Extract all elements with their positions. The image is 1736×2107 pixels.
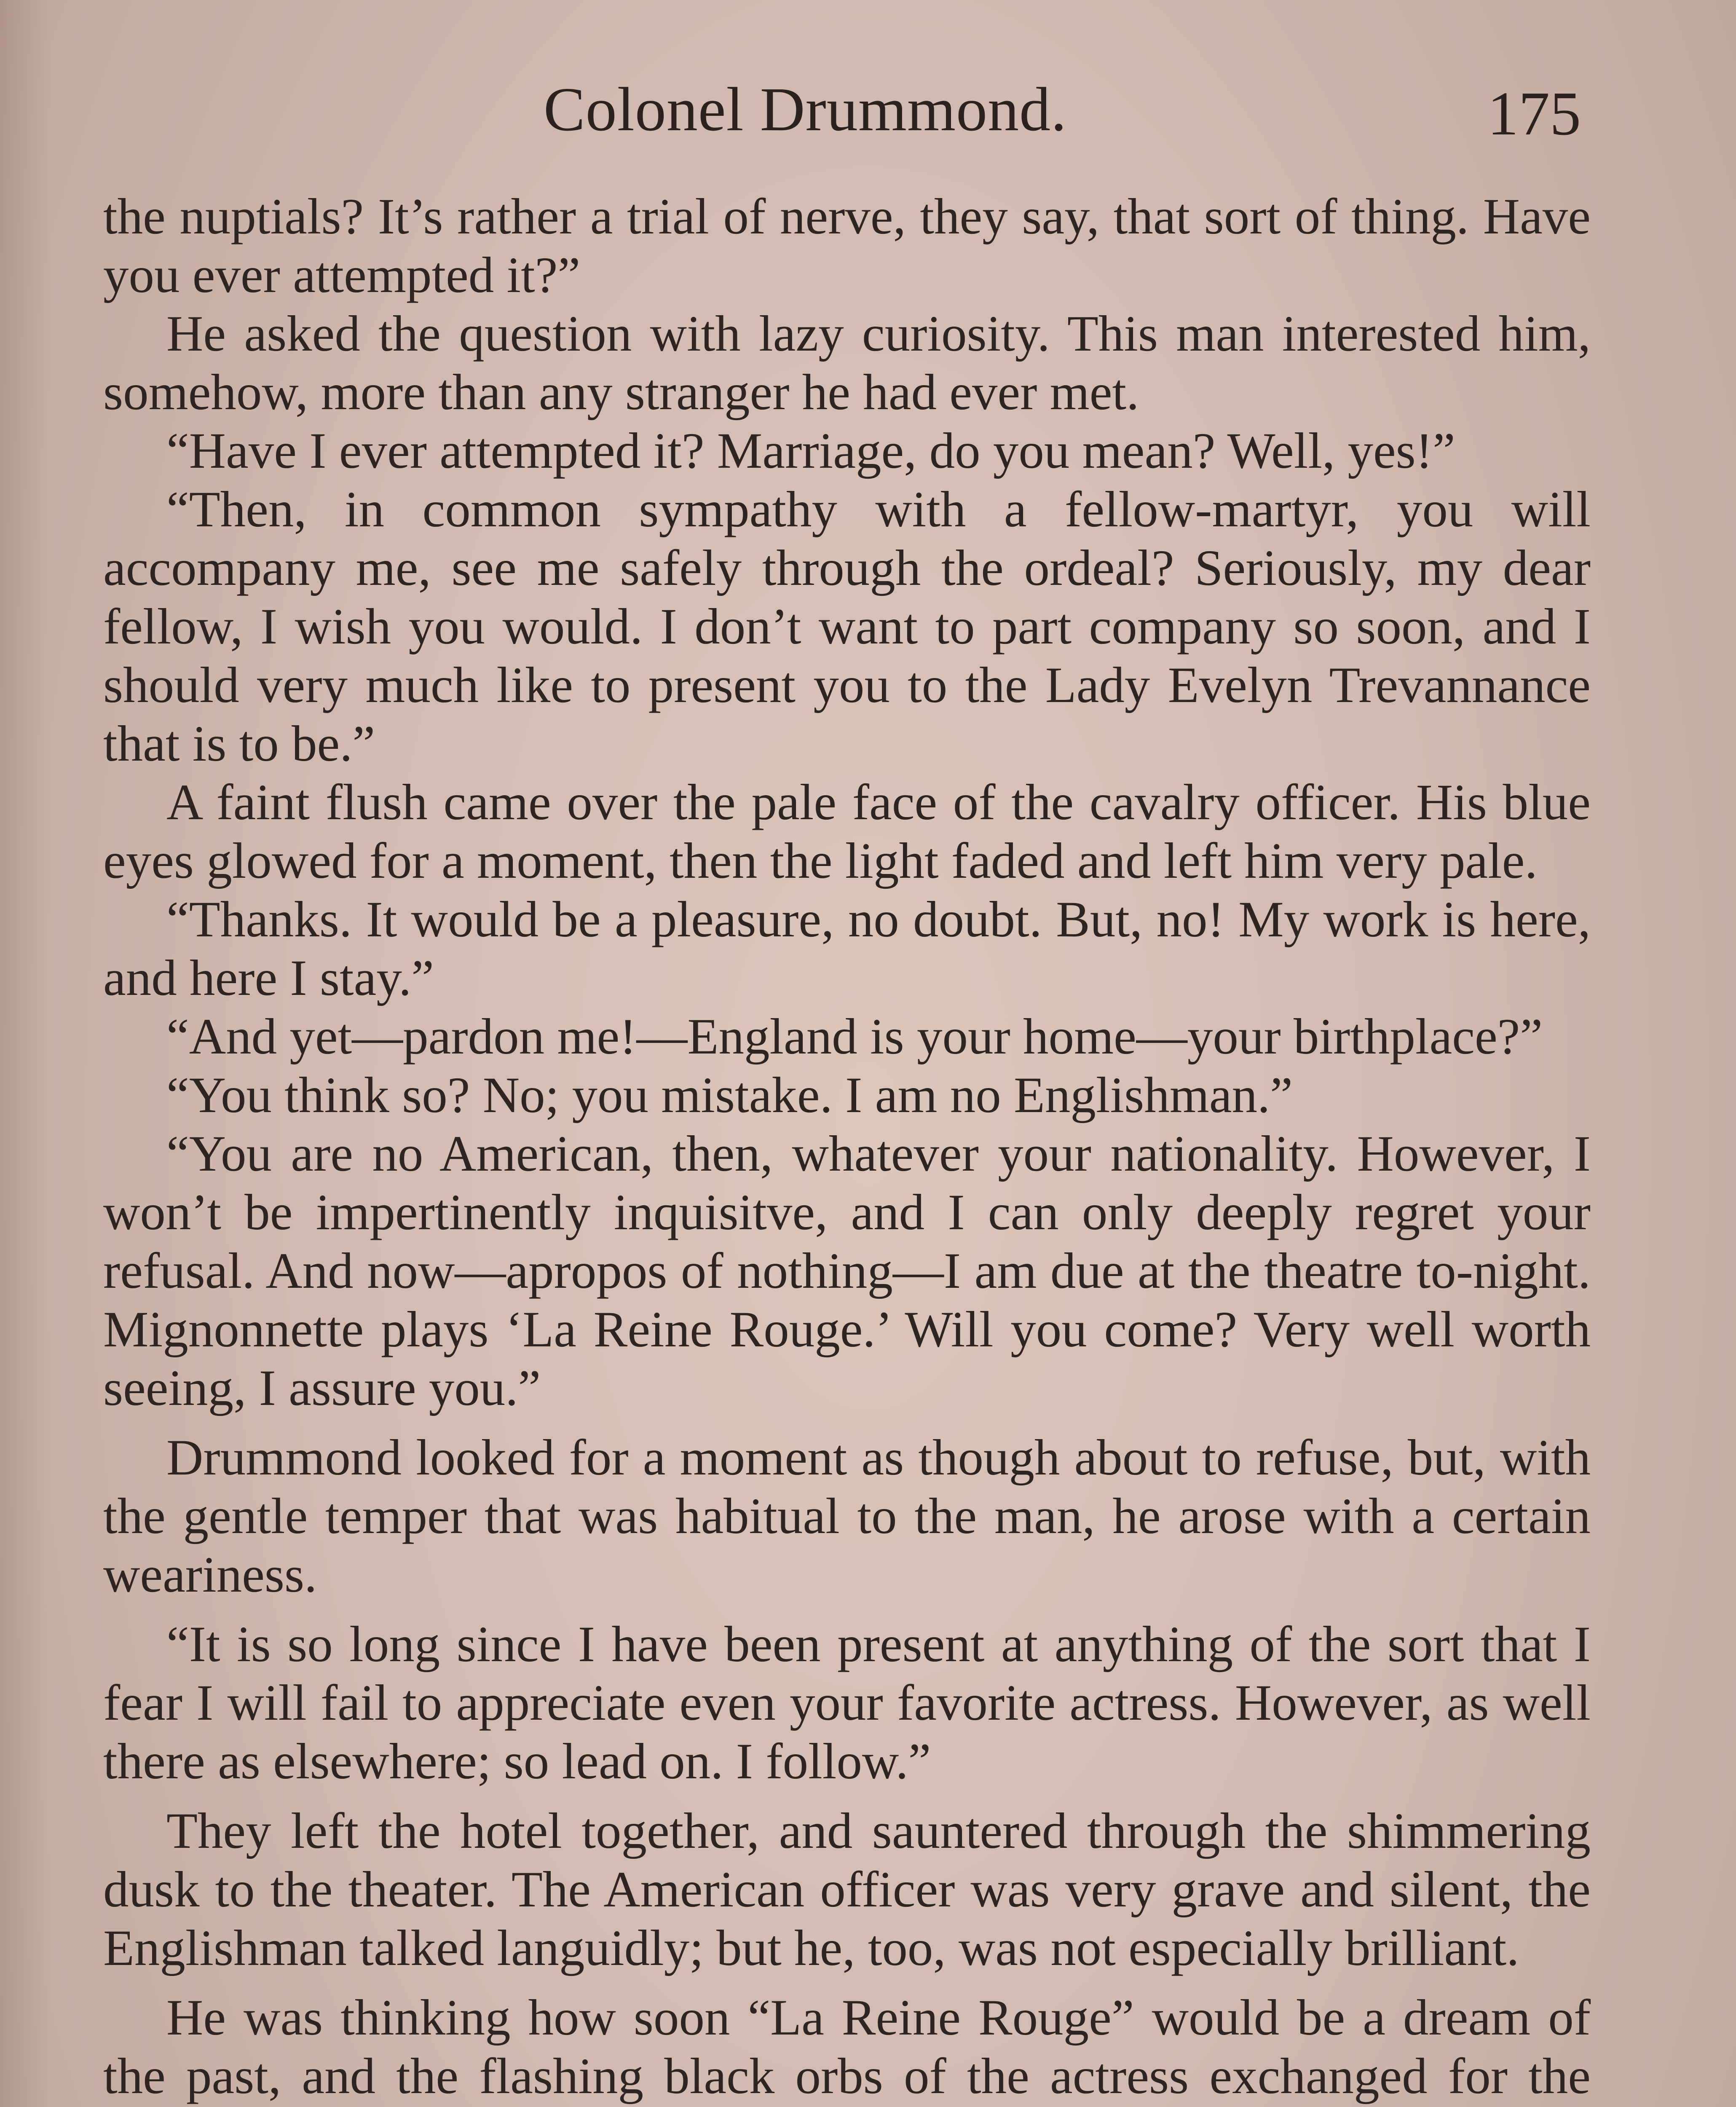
paragraph: “You think so? No; you mistake. I am no Englishman.”	[166, 1067, 1293, 1123]
paragraph: “It is so long since I have been present at anything of the sort that I fear I will fail to appreciate even your favorite actress. However, as well there as elsewhere; so lead on. I follow.”	[103, 1616, 1591, 1790]
running-head	[0, 63, 1736, 156]
paragraph-continued: the nuptials? It’s rather a trial of nerve, they say, that sort of thing. Have you ever attempted it?”	[103, 188, 1591, 303]
paragraph: “Have I ever attempted it? Marriage, do you mean? Well, yes!”	[166, 423, 1455, 479]
page-number: 175	[1487, 79, 1581, 148]
paragraph: He asked the question with lazy curiosity. This man interested him, somehow, more than any stranger he had ever met.	[103, 306, 1591, 421]
paragraph: He was thinking how soon “La Reine Rouge” would be a dream of the past, and the flashing black orbs of the actress exchanged for the	[103, 1989, 1591, 2104]
paragraph: “You are no American, then, whatever your nationality. However, I won’t be impertinently inquisitve, and I can only deeply regret your refusal. And now—apropos of nothing—I am due at the theatre to-night. Mignonnette plays ‘La Reine Rouge.’ Will you come? Very well worth seeing, I assure you.”	[103, 1126, 1591, 1416]
paragraph: “Thanks. It would be a pleasure, no doubt. But, no! My work is here, and here I stay.”	[103, 891, 1591, 1006]
body-text	[103, 188, 1591, 2107]
paragraph: They left the hotel together, and sauntered through the shimmering dusk to the theater. The American officer was very grave and silent, the Englishman talked languidly; but he, too, was not especially brilliant.	[103, 1803, 1591, 1976]
paragraph: A faint flush came over the pale face of the cavalry officer. His blue eyes glowed for a moment, then the light faded and left him very pale.	[103, 774, 1591, 889]
paragraph: “Then, in common sympathy with a fellow-martyr, you will accompany me, see me safely through the ordeal? Seriously, my dear fellow, I wish you would. I don’t want to part company so soon, and I should very much like to present you to the Lady Evelyn Trevannance that is to be.”	[103, 481, 1591, 772]
chapter-title: Colonel Drummond.	[544, 75, 1067, 144]
paragraph: “And yet—pardon me!—England is your home—your birthplace?”	[166, 1008, 1543, 1065]
paragraph: Drummond looked for a moment as though about to refuse, but, with the gentle temper that was habitual to the man, he arose with a certain weariness.	[103, 1429, 1591, 1603]
